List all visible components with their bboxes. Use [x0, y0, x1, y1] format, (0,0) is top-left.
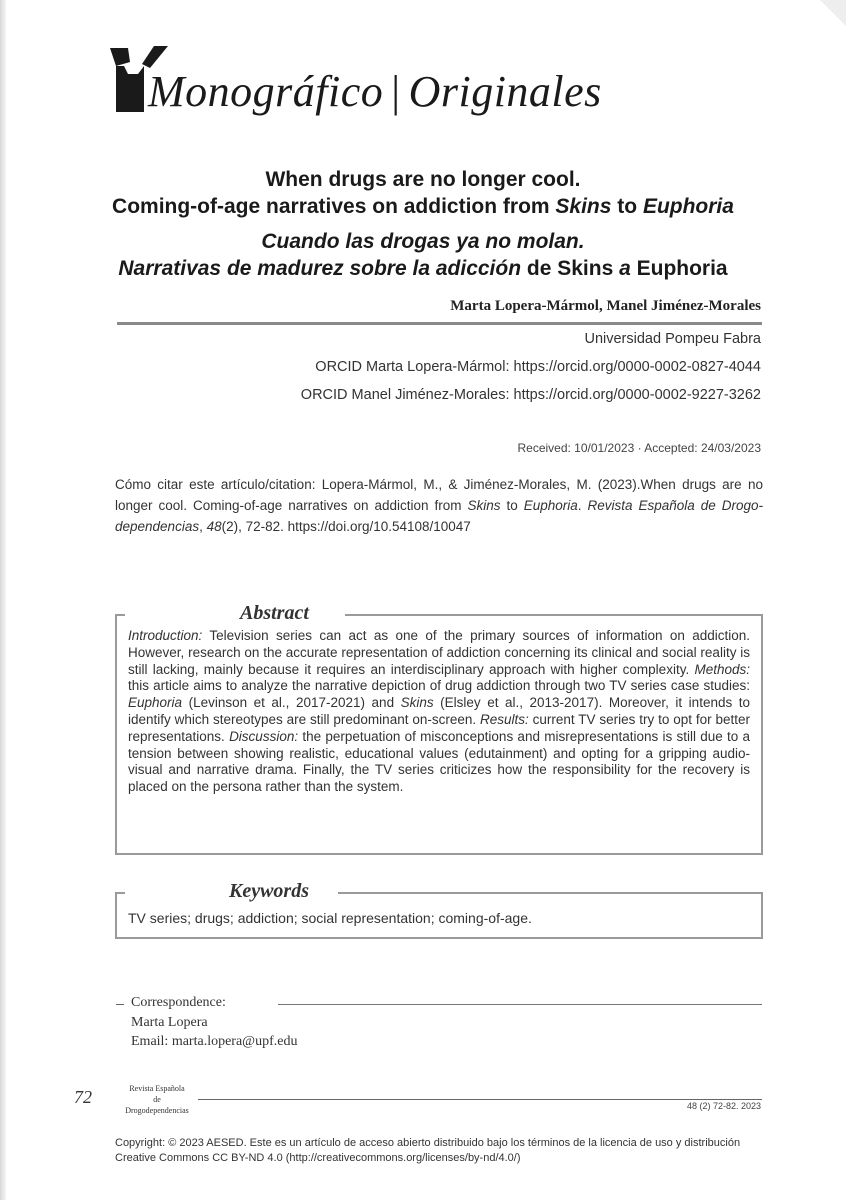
correspondence-name: Marta Lopera	[131, 1015, 208, 1030]
citation-doi[interactable]: (2), 72-82. https://doi.org/10.54108/10047	[221, 519, 471, 534]
keywords-heading: Keywords	[229, 880, 309, 902]
citation-skins: Skins	[467, 498, 501, 513]
journal-line1: Revista Española	[129, 1084, 185, 1093]
abstract-discussion: the perpetuation of misconceptions and misrepresentations is still due to a tension between showing realistic, educational values (edutainment) and opting for a gripping audio-visual and narrative drama. Finally, the TV series criticizes how the responsibility for the recovery is placed on the persona rather than the system.	[128, 728, 750, 795]
title-es-euphoria: Euphoria	[636, 257, 728, 280]
section-header	[110, 44, 602, 124]
correspondence-email[interactable]: Email: marta.lopera@upf.edu	[131, 1034, 298, 1049]
correspondence-divider	[278, 1004, 762, 1005]
section-left: Monográfico	[148, 67, 384, 116]
citation-text-3: .	[577, 498, 588, 513]
authors: Marta Lopera-Mármol, Manel Jiménez-Morales	[450, 298, 761, 314]
author-divider	[117, 322, 762, 325]
copyright-notice: Copyright: © 2023 AESED. Este es un artículo de acceso abierto distribuido bajo los términos de la licencia de uso y distribución Creative Commons CC BY-ND 4.0 (http://creativecommons.org/licenses/by-nd/4.0/)	[115, 1137, 741, 1164]
abstract-methods-label: Methods:	[694, 661, 750, 677]
title-english	[80, 166, 766, 220]
title-en-skins: Skins	[555, 195, 612, 218]
section-right: Originales	[408, 67, 602, 116]
footer-divider	[198, 1099, 762, 1100]
page-edge-shadow	[0, 0, 6, 1200]
title-en-line2c: to	[611, 195, 643, 218]
keywords-text: TV series; drugs; addiction; social representation; coming-of-age.	[128, 910, 532, 926]
title-es-line1: Cuando las drogas ya no molan.	[261, 230, 585, 253]
citation-text-2: to	[500, 498, 524, 513]
page-corner	[820, 0, 846, 26]
title-es-skins: de Skins	[526, 257, 614, 280]
abstract-intro: Television series can act as one of the primary sources of information on addiction. However, research on the accurate representation of addiction concerning its clinical and social reality is still lacking, mainly because it requires an interdisciplinary approach with higher complexity.	[128, 628, 750, 677]
title-spanish	[80, 228, 766, 282]
title-es-line2c: a	[613, 257, 637, 280]
article-titles	[80, 166, 766, 282]
citation-volume: 48	[206, 519, 222, 534]
correspondence-label: Correspondence:	[131, 995, 226, 1010]
abstract-methods-a: this article aims to analyze the narrative depiction of drug addiction through two TV series case studies:	[128, 678, 750, 694]
title-en-line1: When drugs are no longer cool.	[265, 168, 581, 191]
journal-name	[122, 1083, 192, 1116]
title-en-euphoria: Euphoria	[642, 195, 734, 218]
abstract-intro-label: Introduction:	[128, 628, 203, 643]
abstract-skins: Skins	[400, 695, 434, 711]
citation	[115, 474, 763, 537]
title-en-line2a: Coming-of-age narratives on addiction from	[112, 195, 556, 218]
section-divider: |	[391, 67, 401, 116]
abstract-results: current TV series try to opt for better representations.	[128, 711, 750, 744]
affiliation: Universidad Pompeu Fabra	[584, 331, 761, 347]
abstract-methods-c: (Elsley et al., 2013-2017). Moreover, it intends to identify which stereotypes are still predominant on-screen.	[128, 695, 751, 727]
section-title	[148, 66, 602, 117]
page-number: 72	[74, 1087, 92, 1107]
received-accepted-dates: Received: 10/01/2023 · Accepted: 24/03/2023	[517, 441, 761, 455]
abstract-heading: Abstract	[240, 602, 309, 624]
citation-text-1: Lopera-Mármol, M., & Jiménez-Morales, M. (2023).When drugs are no longer cool. Coming-of-age narratives on addiction from	[115, 477, 763, 513]
title-es-line2a: Narrativas de madurez sobre la adicción	[118, 257, 527, 280]
citation-journal: Revista Española de Drogo-dependencias	[115, 498, 764, 534]
correspondence-dash	[116, 1004, 124, 1005]
citation-euphoria: Euphoria	[523, 498, 578, 513]
orcid-link-2[interactable]: ORCID Manel Jiménez-Morales: https://orcid.org/0000-0002-9227-3262	[300, 387, 761, 403]
abstract-text	[128, 628, 750, 796]
abstract-euphoria: Euphoria	[128, 695, 183, 711]
orcid-link-1[interactable]: ORCID Marta Lopera-Mármol: https://orcid.org/0000-0002-0827-4044	[315, 359, 761, 375]
issue-info: 48 (2) 72-82. 2023	[686, 1101, 761, 1111]
journal-line2: de	[153, 1095, 161, 1104]
citation-text-4: ,	[199, 519, 207, 534]
journal-line3: Drogodependencias	[125, 1106, 189, 1115]
abstract-methods-b: (Levinson et al., 2017-2021) and	[182, 695, 401, 711]
citation-label: Cómo citar este artículo/citation:	[115, 477, 316, 492]
abstract-results-label: Results:	[479, 711, 529, 727]
abstract-discussion-label: Discussion:	[229, 728, 299, 744]
